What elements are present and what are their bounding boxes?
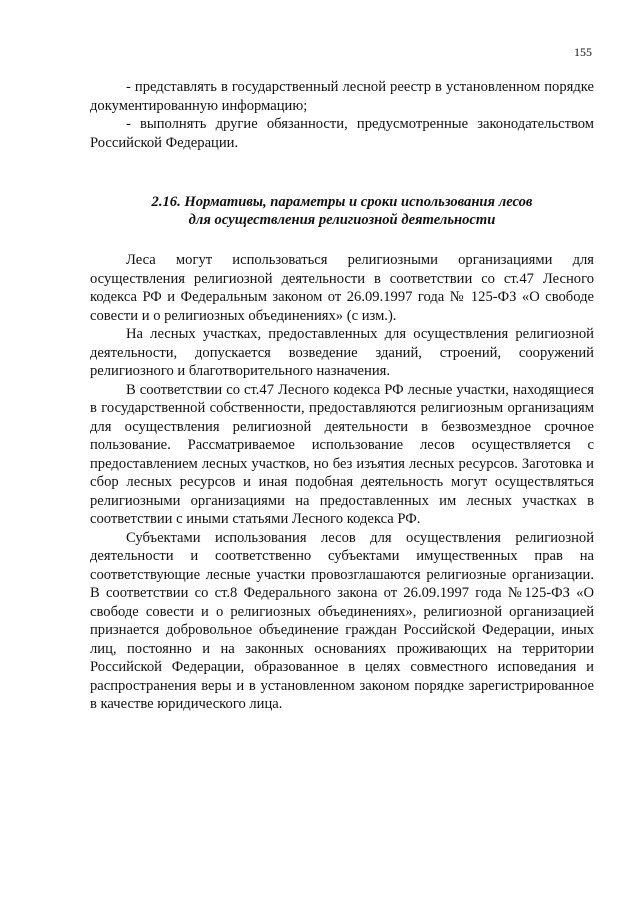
body-paragraph: На лесных участках, предоставленных для осуществления религиозной деятельности, допускается возведение зданий, строений, сооружений религиозного и благотворительного назначения. [90,326,594,379]
document-body [90,78,594,714]
body-paragraph: В соответствии со ст.47 Лесного кодекса РФ лесные участки, находящиеся в государственной собственности, предоставляются религиозным организациям для осуществления религиозной деятельности в безвозмездное срочное пользование. Рассматриваемое использование лесов осуществляется с предоставлением лесных участков, но без изъятия лесных ресурсов. Заготовка и сбор лесных ресурсов и иная подобная деятельность могут осуществляться религиозными организациями на предоставленных им лесных участках в соответствии с иными статьями Лесного кодекса РФ. [90,381,594,527]
body-paragraph: Леса могут использоваться религиозными организациями для осуществления религиозной деятельности в соответствии со ст.47 Лесного кодекса РФ и Федеральным законом от 26.09.1997 года № 125-ФЗ «О свободе совести и о религиозных объединениях» (с изм.). [90,252,594,324]
body-paragraph: Субъектами использования лесов для осуществления религиозной деятельности и соответственно субъектами имущественных прав на соответствующие лесные участки провозглашаются религиозные организации. В соответствии со ст.8 Федерального закона от 26.09.1997 года №125-ФЗ «О свободе совести и о религиозных объединениях», религиозной организацией признается добровольное объединение граждан Российской Федерации, иных лиц, постоянно и на законных основаниях проживающих на территории Российской Федерации, образованное в целях совместного исповедания и распространения веры и в установленном законом порядке зарегистрированное в качестве юридического лица. [90,529,594,712]
page-number: 155 [574,45,592,59]
intro-list-item: - выполнять другие обязанности, предусмотренные законодательством Российской Федерации. [90,116,594,151]
section-heading-line: для осуществления религиозной деятельности [188,212,496,228]
section-heading [90,193,594,229]
section-heading-line: 2.16. Нормативы, параметры и сроки использования лесов [151,194,533,210]
intro-list-item: - представлять в государственный лесной реестр в установленном порядке документированную информацию; [90,79,594,114]
